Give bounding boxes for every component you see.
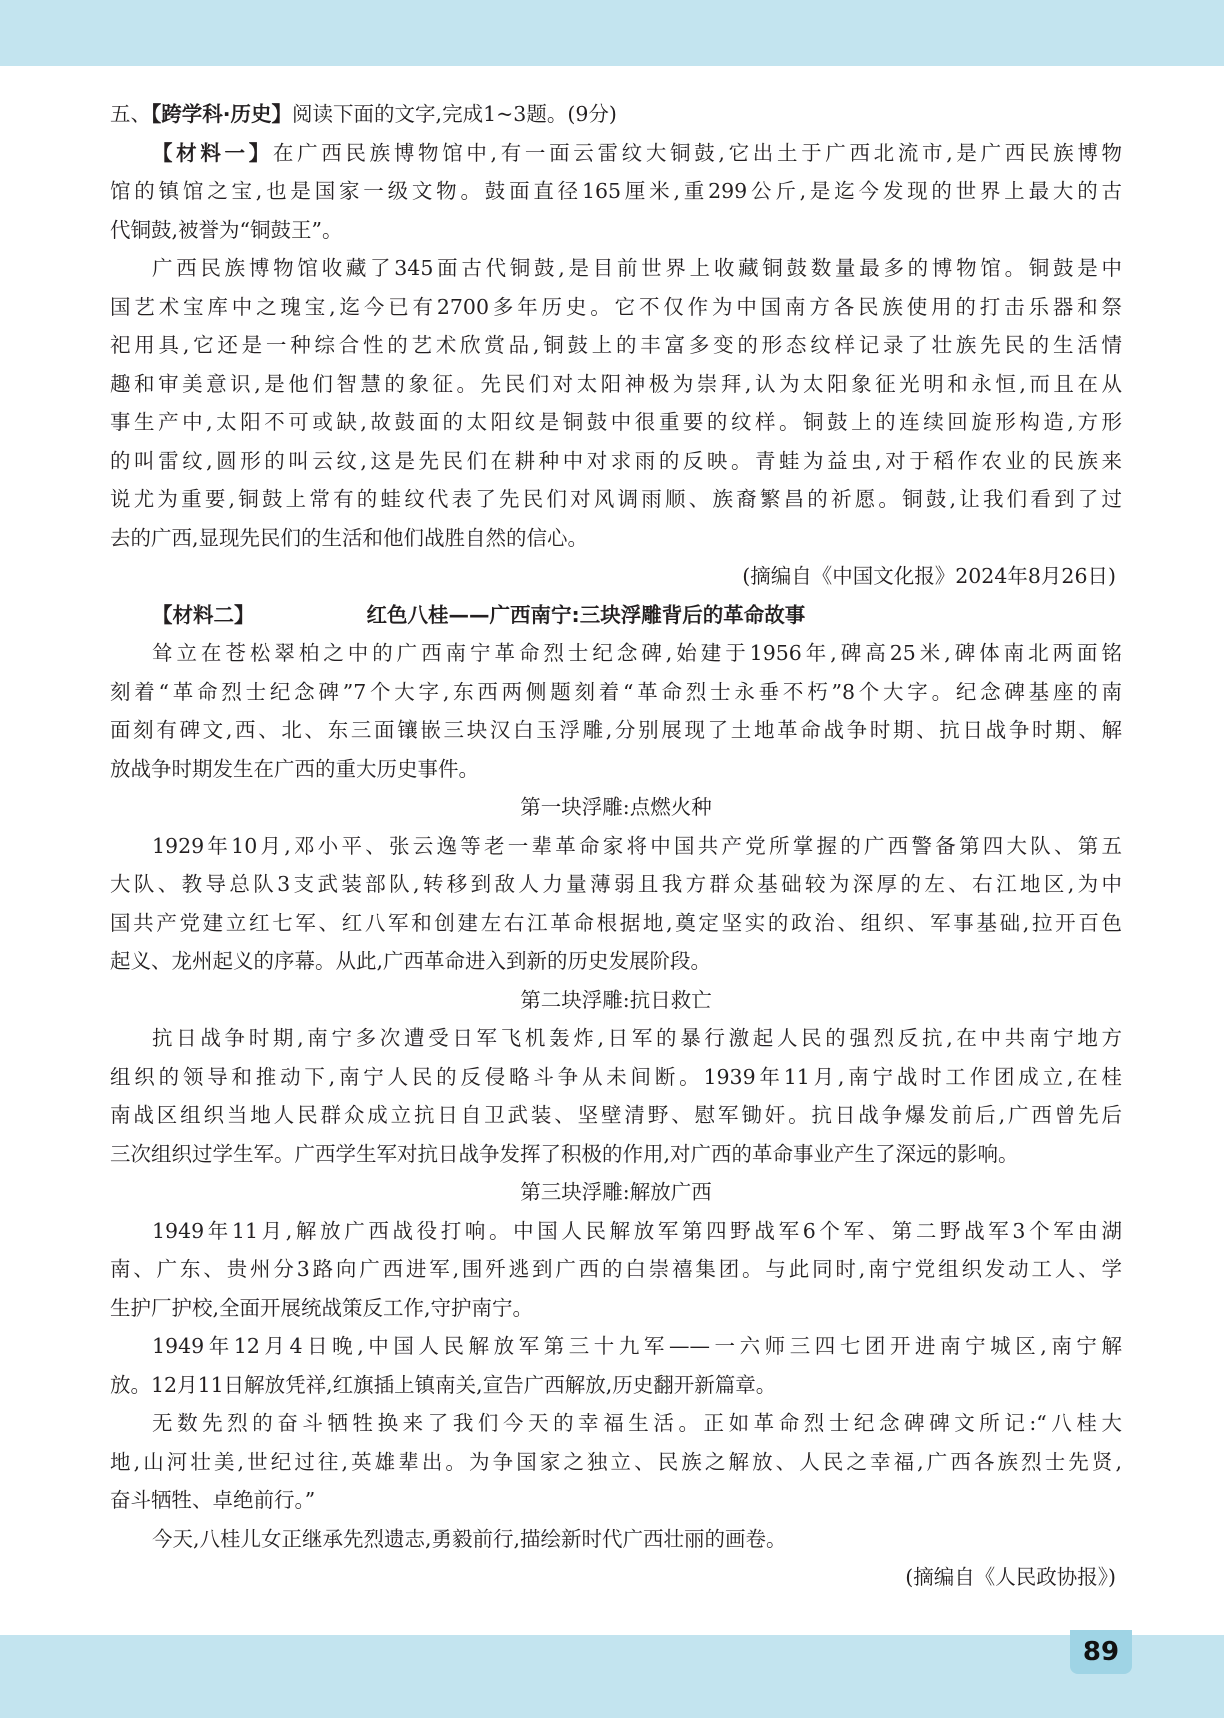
relief1-line: 大队、教导总队3支武装部队,转移到敌人力量薄弱且我方群众基础较为深厚的左、右江地区,为中 <box>110 872 1122 896</box>
material1-line <box>110 134 1122 173</box>
material1-line: 说尤为重要,铜鼓上常有的蛙纹代表了先民们对风调雨顺、族裔繁昌的祈愿。铜鼓,让我们看到了过 <box>110 487 1122 511</box>
relief3-line: 无数先烈的奋斗牺牲换来了我们今天的幸福生活。正如革命烈士纪念碑碑文所记:“八桂大 <box>152 1411 1122 1435</box>
question-header <box>110 95 1122 134</box>
material1-line: 馆的镇馆之宝,也是国家一级文物。鼓面直径165厘米,重299公斤,是迄今发现的世界上最大的古 <box>110 179 1122 203</box>
relief2-line: 抗日战争时期,南宁多次遭受日军飞机轰炸,日军的暴行激起人民的强烈反抗,在中共南宁地方 <box>152 1026 1122 1050</box>
material2-intro-line: 放战争时期发生在广西的重大历史事件。 <box>110 756 479 781</box>
material1-line: 国艺术宝库中之瑰宝,迄今已有2700多年历史。它不仅作为中国南方各民族使用的打击乐器和祭 <box>110 294 1122 319</box>
relief3-line: 奋斗牺牲、卓绝前行。” <box>110 1488 316 1512</box>
material1-line: 祀用具,它还是一种综合性的艺术欣赏品,铜鼓上的丰富多变的形态纹样记录了壮族先民的生活情 <box>110 333 1122 357</box>
relief2-line: 组织的领导和推动下,南宁人民的反侵略斗争从未间断。1939年11月,南宁战时工作团成立,在桂 <box>110 1064 1122 1089</box>
top-header-band <box>0 0 1224 66</box>
relief3-line: 放。12月11日解放凭祥,红旗插上镇南关,宣告广西解放,历史翻开新篇章。 <box>110 1372 777 1397</box>
relief3-line: 1949年12月4日晚,中国人民解放军第三十九军——一六师三四七团开进南宁城区,南宁解 <box>152 1334 1122 1358</box>
material1-line: 趣和审美意识,是他们智慧的象征。先民们对太阳神极为崇拜,认为太阳象征光明和永恒,而且在从 <box>110 371 1122 396</box>
page-number: 89 <box>1070 1630 1132 1674</box>
material1-tag: 【材料一】 <box>152 140 273 165</box>
material2-intro-line: 耸立在苍松翠柏之中的广西南宁革命烈士纪念碑,始建于1956年,碑高25米,碑体南北两面铭 <box>152 641 1122 665</box>
question-instruction: 阅读下面的文字,完成1~3题。(9分) <box>292 102 617 126</box>
material1-line: 的叫雷纹,圆形的叫云纹,这是先民们在耕种中对求雨的反映。青蛙为益虫,对于稻作农业的民族来 <box>110 448 1122 473</box>
material2-title: 红色八桂——广西南宁:三块浮雕背后的革命故事 <box>366 602 806 627</box>
relief2-heading: 第二块浮雕:抗日救亡 <box>520 987 712 1012</box>
material1-line: 事生产中,太阳不可或缺,故鼓面的太阳纹是铜鼓中很重要的纹样。铜鼓上的连续回旋形构造,方形 <box>110 410 1122 434</box>
material1-line: 广西民族博物馆收藏了345面古代铜鼓,是目前世界上收藏铜鼓数量最多的博物馆。铜鼓是中 <box>152 256 1122 280</box>
relief3-line: 南、广东、贵州分3路向广西进军,围歼逃到广西的白崇禧集团。与此同时,南宁党组织发动工人、学 <box>110 1257 1122 1281</box>
relief3-line: 1949年11月,解放广西战役打响。中国人民解放军第四野战军6个军、第二野战军3个军由湖 <box>152 1218 1122 1243</box>
material1-source: (摘编自《中国文化报》2024年8月26日) <box>742 564 1116 588</box>
bottom-footer-band <box>0 1635 1224 1718</box>
material2-intro-line: 刻着“革命烈士纪念碑”7个大字,东西两侧题刻着“革命烈士永垂不朽”8个大字。纪念碑基座的南 <box>110 679 1122 704</box>
material1-line: 代铜鼓,被誉为“铜鼓王”。 <box>110 217 343 242</box>
relief1-line: 起义、龙州起义的序幕。从此,广西革命进入到新的历史发展阶段。 <box>110 949 712 973</box>
material2-source: (摘编自《人民政协报》) <box>905 1565 1116 1589</box>
relief3-heading: 第三块浮雕:解放广西 <box>520 1180 712 1204</box>
relief1-line: 1929年10月,邓小平、张云逸等老一辈革命家将中国共产党所掌握的广西警备第四大队、第五 <box>152 833 1122 858</box>
relief3-line: 今天,八桂儿女正继承先烈遗志,勇毅前行,描绘新时代广西壮丽的画卷。 <box>152 1526 787 1551</box>
relief2-line: 三次组织过学生军。广西学生军对抗日战争发挥了积极的作用,对广西的革命事业产生了深远的影响。 <box>110 1141 1019 1166</box>
relief3-line: 生护厂护校,全面开展统战策反工作,守护南宁。 <box>110 1295 534 1320</box>
subject-tag: 【跨学科·历史】 <box>151 102 293 126</box>
material2-tag: 【材料二】 <box>152 602 255 627</box>
material2-header <box>110 596 1122 635</box>
relief2-line: 南战区组织当地人民群众成立抗日自卫武装、坚壁清野、慰军锄奸。抗日战争爆发前后,广西曾先后 <box>110 1103 1122 1127</box>
relief1-heading: 第一块浮雕:点燃火种 <box>520 795 712 819</box>
page-content <box>110 95 1122 1597</box>
question-number: 五、 <box>110 102 151 126</box>
relief3-line: 地,山河壮美,世纪过往,英雄辈出。为争国家之独立、民族之解放、人民之幸福,广西各族烈士先贤, <box>110 1449 1122 1474</box>
material2-intro-line: 面刻有碑文,西、北、东三面镶嵌三块汉白玉浮雕,分别展现了土地革命战争时期、抗日战争时期、解 <box>110 718 1122 742</box>
material1-text: 在广西民族博物馆中,有一面云雷纹大铜鼓,它出土于广西北流市,是广西民族博物 <box>272 140 1122 165</box>
relief1-line: 国共产党建立红七军、红八军和创建左右江革命根据地,奠定坚实的政治、组织、军事基础,拉开百色 <box>110 910 1122 935</box>
material1-line: 去的广西,显现先民们的生活和他们战胜自然的信心。 <box>110 525 589 550</box>
